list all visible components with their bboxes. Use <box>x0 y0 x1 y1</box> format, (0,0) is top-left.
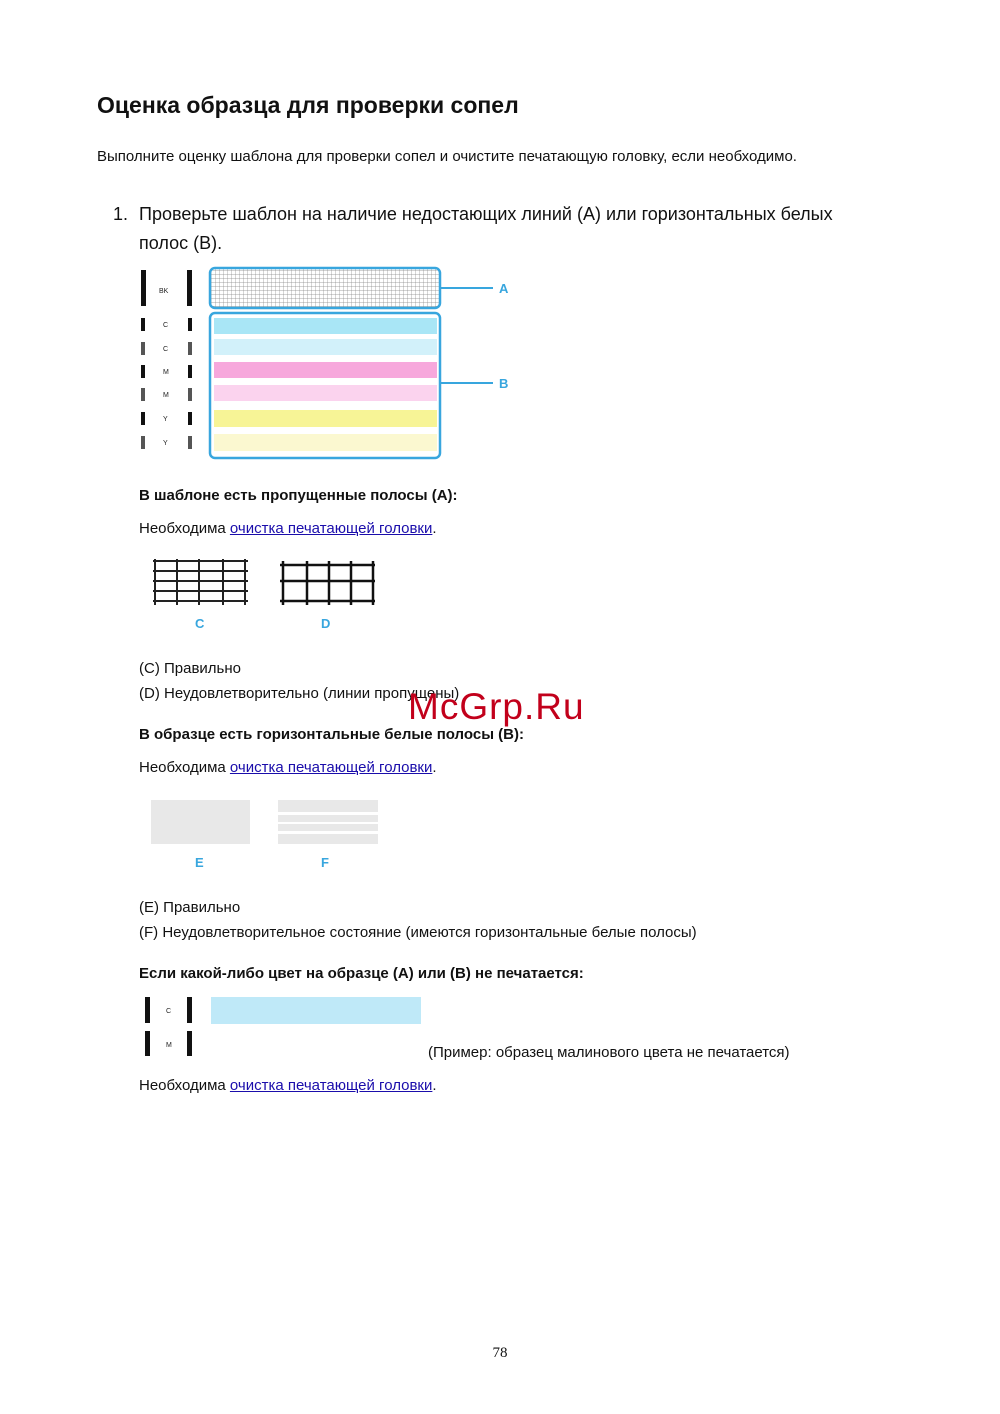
missing-color-figure <box>135 993 430 1063</box>
caption-f: (F) Неудовлетворительное состояние (имеются горизонтальные белые полосы) <box>139 924 697 941</box>
head-cleaning-link[interactable]: очистка печатающей головки <box>229 1077 433 1094</box>
missing-color-example: (Пример: образец малинового цвета не печатается) <box>428 1044 790 1061</box>
head-cleaning-link[interactable]: очистка печатающей головки <box>229 520 433 537</box>
band-light-yellow <box>214 434 437 451</box>
y2-bar-left <box>141 436 145 449</box>
head-cleaning-link[interactable]: очистка печатающей головки <box>229 759 433 776</box>
caption-d: (D) Неудовлетворительно (линии пропущены) <box>139 685 460 702</box>
label-e: E <box>195 855 204 870</box>
c-bar-left <box>141 318 145 331</box>
caption-c: (C) Правильно <box>139 660 241 677</box>
page-title: Оценка образца для проверки сопел <box>97 92 519 118</box>
ink-label-m2: M <box>163 392 169 399</box>
band-magenta <box>214 362 437 378</box>
intro-text: Выполните оценку шаблона для проверки сопел и очистите печатающую головку, если необходимо. <box>97 148 797 165</box>
section-a-heading: В шаблоне есть пропущенные полосы (A): <box>139 487 458 504</box>
grid-examples-figure <box>145 555 390 635</box>
label-c: C <box>195 616 205 631</box>
label-f: F <box>321 855 329 870</box>
grid-pattern-a <box>210 268 440 308</box>
nozzle-check-pattern-figure <box>135 262 525 462</box>
bk-bar-left <box>141 270 146 306</box>
need-suffix: . <box>432 520 437 537</box>
m-bar-left <box>141 365 145 378</box>
section-c-need <box>139 1077 437 1094</box>
band-yellow <box>214 410 437 427</box>
ink-label-c1: C <box>163 322 169 329</box>
page-number: 78 <box>492 1345 508 1361</box>
ink-label-y2: Y <box>163 440 168 447</box>
m-bar-right <box>187 1031 192 1056</box>
ink-label-y1: Y <box>163 416 168 423</box>
cyan-band <box>211 997 421 1024</box>
c-bar-right <box>188 318 192 331</box>
need-suffix: . <box>432 759 437 776</box>
callout-label-b: B <box>499 376 509 391</box>
ink-label-m1: M <box>163 369 169 376</box>
need-suffix: . <box>432 1077 437 1094</box>
band-example-f <box>278 800 378 844</box>
band-cyan <box>214 318 437 334</box>
callout-label-a: A <box>499 281 509 296</box>
section-b-need <box>139 759 437 776</box>
grid-example-d <box>280 561 375 605</box>
ink-label-bk: BK <box>159 288 169 295</box>
c-bar-right <box>187 997 192 1023</box>
band-light-magenta <box>214 385 437 401</box>
caption-e: (E) Правильно <box>139 899 241 916</box>
watermark: McGrp.Ru <box>408 686 585 727</box>
need-prefix: Необходима <box>139 520 230 537</box>
section-b-heading: В образце есть горизонтальные белые полосы (B): <box>139 726 524 743</box>
c2-bar-left <box>141 342 145 355</box>
m2-bar-right <box>188 388 192 401</box>
label-d: D <box>321 616 331 631</box>
band-light-cyan <box>214 339 437 355</box>
step-text: Проверьте шаблон на наличие недостающих линий (A) или горизонтальных белых полос (B). <box>139 204 833 253</box>
need-prefix: Необходима <box>139 1077 230 1094</box>
section-a-need <box>139 520 437 537</box>
section-c-heading: Если какой-либо цвет на образце (A) или (B) не печатается: <box>139 965 584 982</box>
ink-label-c: C <box>166 1008 172 1015</box>
ink-label-c2: C <box>163 346 169 353</box>
need-prefix: Необходима <box>139 759 230 776</box>
c2-bar-right <box>188 342 192 355</box>
grid-example-c <box>153 559 248 605</box>
band-example-e <box>151 800 250 844</box>
y-bar-left <box>141 412 145 425</box>
c-bar-left <box>145 997 150 1023</box>
y2-bar-right <box>188 436 192 449</box>
m2-bar-left <box>141 388 145 401</box>
m-bar-right <box>188 365 192 378</box>
band-examples-figure <box>145 795 390 875</box>
m-bar-left <box>145 1031 150 1056</box>
y-bar-right <box>188 412 192 425</box>
step-number: 1. <box>113 204 129 224</box>
ink-label-m: M <box>166 1042 172 1049</box>
bk-bar-right <box>187 270 192 306</box>
